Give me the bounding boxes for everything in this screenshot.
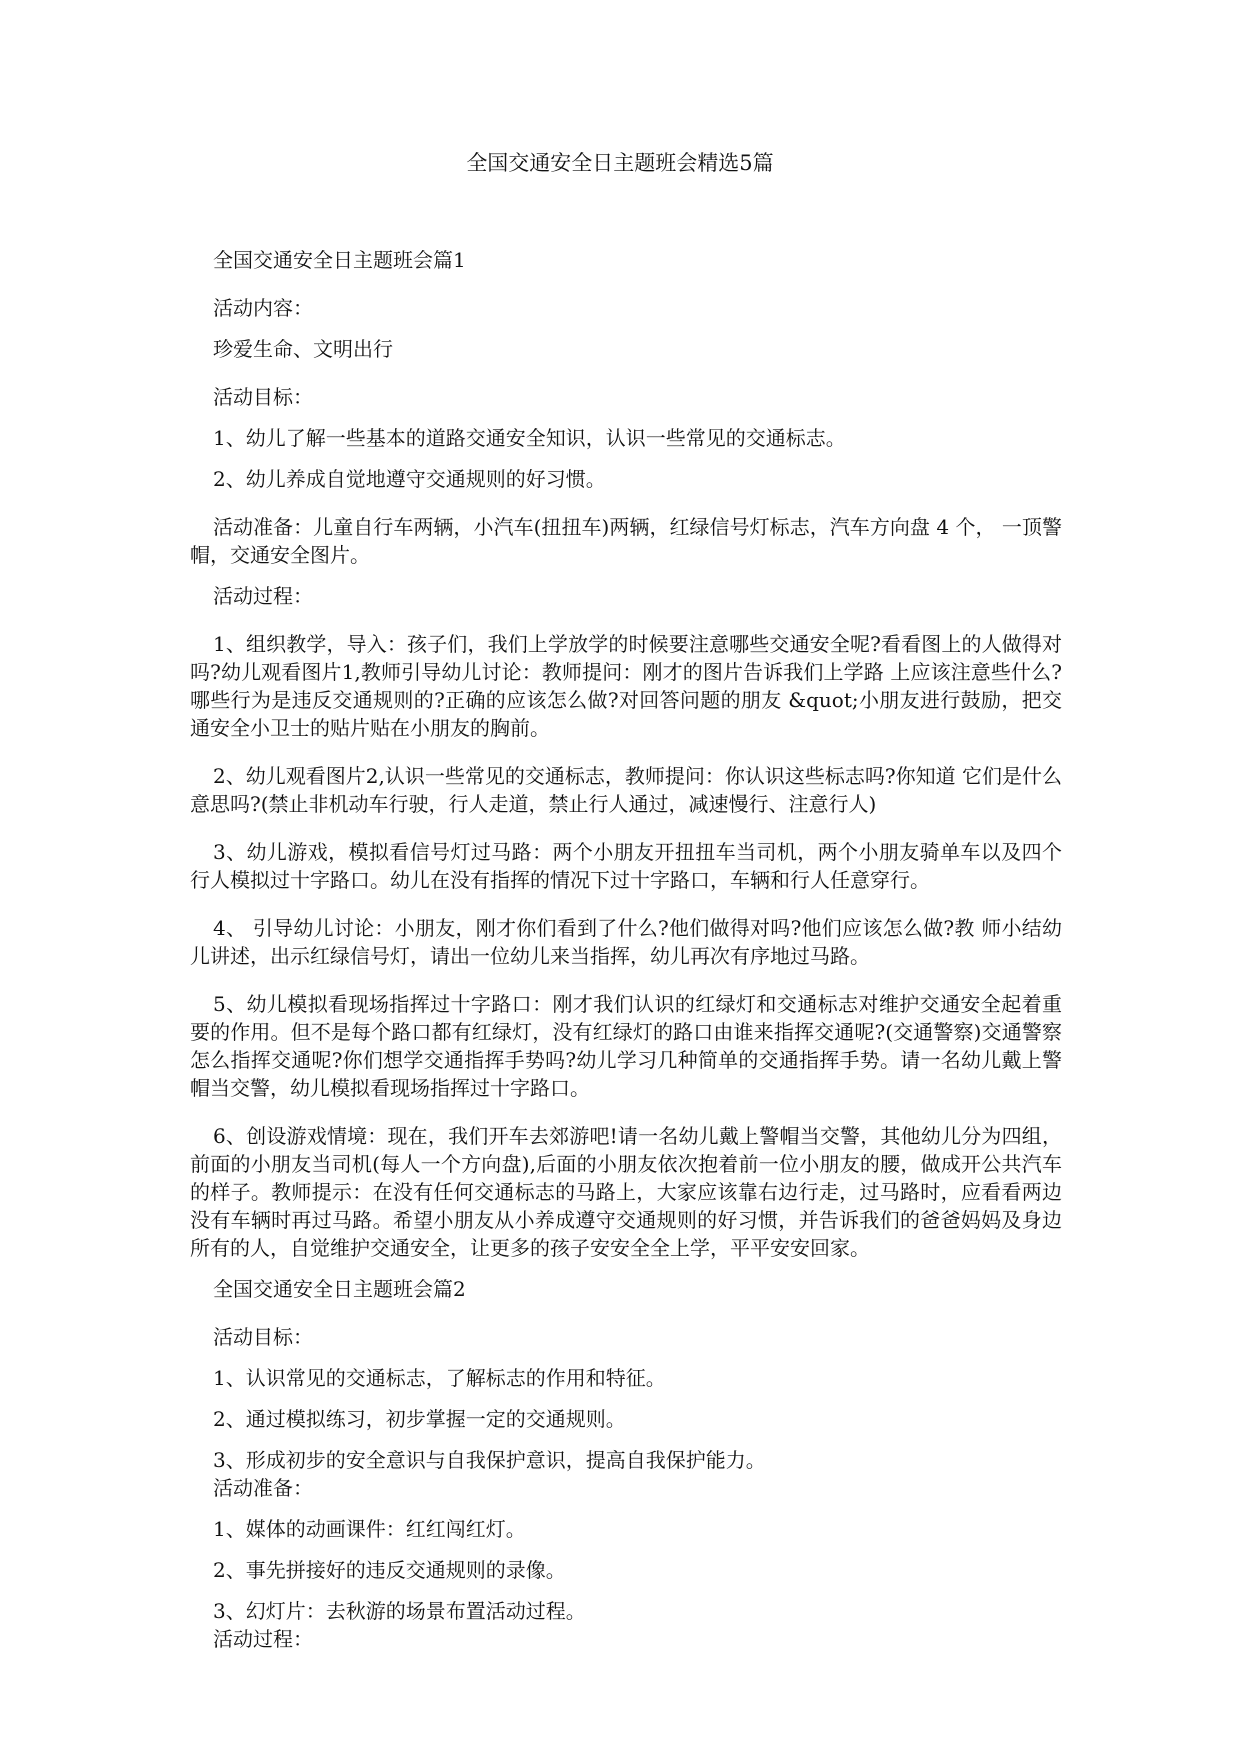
paragraph: 3、形成初步的安全意识与自我保护意识，提高自我保护能力。 [213,1448,766,1472]
paragraph: 4、 引导幼儿讨论：小朋友，刚才你们看到了什么?他们做得对吗?他们应该怎么做?教 师小结幼儿讲述，出示红绿信号灯，请出一位幼儿来当指挥，幼儿再次有序地过马路。 [190,916,1062,968]
paragraph: 3、幼儿游戏，模拟看信号灯过马路：两个小朋友开扭扭车当司机，两个小朋友骑单车以及四个行人模拟过十字路口。幼儿在没有指挥的情况下过十字路口，车辆和行人任意穿行。 [190,840,1062,892]
paragraph: 1、组织教学，导入：孩子们，我们上学放学的时候要注意哪些交通安全呢?看看图上的人做得对吗?幼儿观看图片1,教师引导幼儿讨论：教师提问：刚才的图片告诉我们上学路 上应该注意些什么?哪些行为是违反交通规则的?正确的应该怎么做?对回答问题的朋友 &quot;小朋友进行鼓励，把交通安全小卫士的贴片贴在小朋友的胸前。 [190,632,1062,740]
paragraph: 2、事先拼接好的违反交通规则的录像。 [213,1558,566,1582]
section-heading-1: 全国交通安全日主题班会篇1 [213,248,466,272]
paragraph: 活动目标： [213,385,313,409]
paragraph: 2、幼儿养成自觉地遵守交通规则的好习惯。 [213,467,606,491]
paragraph: 1、认识常见的交通标志，了解标志的作用和特征。 [213,1366,666,1390]
paragraph: 2、通过模拟练习，初步掌握一定的交通规则。 [213,1407,626,1431]
paragraph: 活动准备： [213,1476,313,1500]
paragraph: 活动内容： [213,296,313,320]
paragraph: 活动过程： [213,1627,313,1651]
document-body [190,246,1062,1653]
paragraph: 1、幼儿了解一些基本的道路交通安全知识，认识一些常见的交通标志。 [213,426,846,450]
section-heading-2: 全国交通安全日主题班会篇2 [213,1277,466,1301]
paragraph: 6、创设游戏情境：现在，我们开车去郊游吧!请一名幼儿戴上警帽当交警，其他幼儿分为四组，前面的小朋友当司机(每人一个方向盘),后面的小朋友依次抱着前一位小朋友的腰，做成开公共汽车的样子。教师提示：在没有任何交通标志的马路上，大家应该靠右边行走，过马路时，应看看两边没有车辆时再过马路。希望小朋友从小养成遵守交通规则的好习惯，并告诉我们的爸爸妈妈及身边所有的人，自觉维护交通安全，让更多的孩子安安全全上学，平平安安回家。 [190,1124,1062,1260]
paragraph: 3、幻灯片：去秋游的场景布置活动过程。 [213,1599,586,1623]
paragraph: 活动过程： [213,584,313,608]
paragraph: 活动准备：儿童自行车两辆，小汽车(扭扭车)两辆，红绿信号灯标志，汽车方向盘 4 个， 一顶警帽，交通安全图片。 [190,515,1062,567]
document-title: 全国交通安全日主题班会精选5篇 [466,151,774,175]
paragraph: 活动目标： [213,1325,313,1349]
paragraph: 2、幼儿观看图片2,认识一些常见的交通标志，教师提问：你认识这些标志吗?你知道 它们是什么意思吗?(禁止非机动车行驶，行人走道，禁止行人通过，减速慢行、注意行人) [190,764,1062,816]
paragraph: 1、媒体的动画课件：红红闯红灯。 [213,1517,526,1541]
paragraph: 5、幼儿模拟看现场指挥过十字路口：刚才我们认识的红绿灯和交通标志对维护交通安全起着重要的作用。但不是每个路口都有红绿灯，没有红绿灯的路口由谁来指挥交通呢?(交通警察)交通警察怎么指挥交通呢?你们想学交通指挥手势吗?幼儿学习几种简单的交通指挥手势。请一名幼儿戴上警帽当交警，幼儿模拟看现场指挥过十字路口。 [190,992,1062,1100]
paragraph: 珍爱生命、文明出行 [213,337,393,361]
